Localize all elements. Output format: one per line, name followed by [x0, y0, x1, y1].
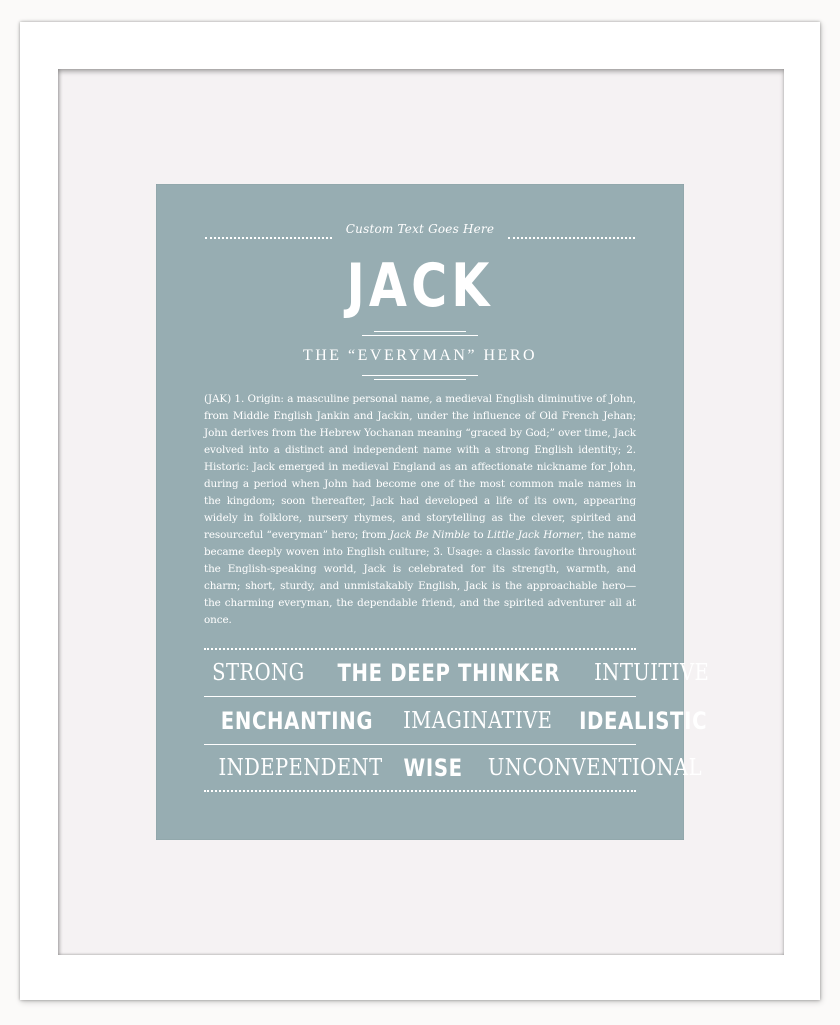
definition-part-2: , the name became deeply woven into English culture; 3. Usage: a classic favorite throughout the English-speaking world, Jack is celebrated for its strength, warmth, and charm; short, sturdy, and unmistakably English, Jack is the approachable hero—the charming everyman, the dependable friend, and the spirited adventurer all at once.	[204, 529, 637, 626]
rule-bottom-2	[374, 379, 466, 380]
trait-word: IDEALISTIC	[579, 707, 708, 735]
definition-connector: to	[469, 529, 487, 541]
trait-row-1	[204, 653, 710, 693]
definition-part-1: (JAK) 1. Origin: a masculine personal name, a medieval English diminutive of John, from Middle English Jankin and Jackin, under the influence of Old French Jehan; John derives from the Hebrew Yochanan meaning “graced by God;” over time, Jack evolved into a distinct and independent name with a strong English identity; 2. Historic: Jack emerged in medieval England as an affectionate nickname for John, during a period when John had become one of the most common male names in the kingdom; soon thereafter, Jack had developed a life of its own, appearing widely in folklore, nursery rhymes, and storytelling as the clever, spirited and resourceful “everyman” hero; from	[204, 393, 636, 541]
name-definition	[204, 391, 636, 629]
dotted-divider-left	[205, 237, 332, 239]
trait-rule-1	[204, 696, 636, 697]
trait-row-2	[204, 701, 708, 741]
definition-title-2: Little Jack Horner	[486, 529, 581, 541]
trait-word: UNCONVENTIONAL	[488, 755, 703, 781]
trait-row-3	[204, 748, 703, 788]
rule-bottom-1	[362, 375, 478, 376]
trait-word: WISE	[403, 754, 463, 782]
trait-rule-2	[204, 744, 636, 745]
trait-word: STRONG	[212, 660, 305, 686]
definition-title-1: Jack Be Nimble	[389, 529, 470, 541]
dotted-divider-traits-bottom	[204, 790, 636, 792]
dotted-divider-right	[508, 237, 635, 239]
trait-word: IMAGINATIVE	[403, 708, 553, 734]
trait-word: INDEPENDENT	[218, 755, 383, 781]
name-subtitle: THE “EVERYMAN” HERO	[302, 347, 538, 364]
trait-word: THE DEEP THINKER	[337, 659, 560, 687]
name-heading: JACK	[346, 251, 494, 321]
trait-word: INTUITIVE	[594, 660, 710, 686]
trait-word: ENCHANTING	[220, 707, 374, 735]
dotted-divider-traits-top	[204, 648, 636, 650]
custom-text: Custom Text Goes Here	[345, 222, 495, 236]
rule-top-2	[362, 335, 478, 336]
name-print	[156, 184, 710, 840]
rule-top-1	[374, 331, 466, 332]
